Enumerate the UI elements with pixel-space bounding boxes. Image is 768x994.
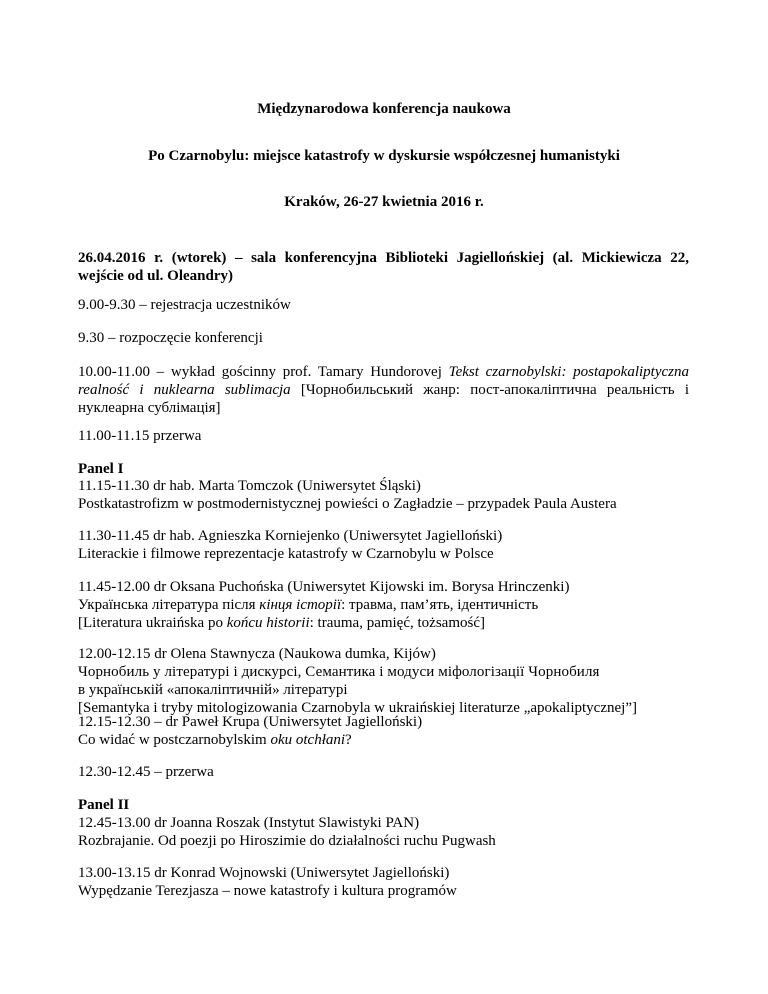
- day1-heading: 26.04.2016 r. (wtorek) – sala konferencyjna Biblioteki Jagiellońskiej (al. Mickiewicza 22, wejście od ul. Oleandry): [78, 250, 689, 284]
- talk-time-speaker: 12.15-12.30 – dr Paweł Krupa (Uniwersytet Jagielloński): [78, 714, 423, 730]
- talk-time-speaker: 11.30-11.45 dr hab. Agnieszka Korniejenko (Uniwersytet Jagielloński): [78, 528, 503, 544]
- talk-title-polish: [78, 614, 689, 632]
- panel1-talk-1: [78, 477, 689, 513]
- registration-item: 9.00-9.30 – rejestracja uczestników: [78, 297, 291, 313]
- panel1-talk-3: [78, 578, 689, 632]
- talk-title: [78, 731, 689, 749]
- panel2-talk-2: [78, 864, 689, 900]
- title-text: Українська література після: [78, 597, 260, 613]
- title-text-end: : травма, пам’ять, ідентичність: [341, 597, 539, 613]
- talk-time-speaker: 11.45-12.00 dr Oksana Puchońska (Uniwersytet Kijowski im. Borysa Hrinczenki): [78, 579, 570, 595]
- talk-title-line1: Чорнобиль у літературі і дискурсі, Семантика і модуси міфологізації Чорнобиля: [78, 664, 600, 680]
- guest-lecture-item: [78, 363, 689, 417]
- talk-title-ukrainian: [78, 596, 689, 614]
- talk-title-line2: в українській «апокаліптичній» літературі: [78, 682, 348, 698]
- talk-title: Literackie i filmowe reprezentacje katastrofy w Czarnobylu w Polsce: [78, 546, 494, 562]
- title-text-end: ?: [345, 732, 352, 748]
- talk-time-speaker: 13.00-13.15 dr Konrad Wojnowski (Uniwersytet Jagielloński): [78, 865, 450, 881]
- conference-title: Międzynarodowa konferencja naukowa: [257, 101, 511, 117]
- conference-place-date: Kraków, 26-27 kwietnia 2016 r.: [284, 194, 484, 210]
- panel1-talk-5: [78, 713, 689, 749]
- title-text: [Literatura ukraińska po: [78, 615, 227, 631]
- opening-item: 9.30 – rozpoczęcie konferencji: [78, 330, 263, 346]
- talk-title: Postkatastrofizm w postmodernistycznej powieści o Zagładzie – przypadek Paula Austera: [78, 496, 617, 512]
- talk-time-speaker: 12.45-13.00 dr Joanna Roszak (Instytut Slawistyki PAN): [78, 815, 420, 831]
- title-italic: oku otchłani: [270, 732, 346, 748]
- panel1-talk-2: [78, 527, 689, 563]
- break-item-2: 12.30-12.45 – przerwa: [78, 764, 214, 780]
- conference-subtitle: Po Czarnobylu: miejsce katastrofy w dyskursie współczesnej humanistyki: [148, 148, 620, 164]
- panel1-label: Panel I: [78, 461, 124, 477]
- panel2-label: Panel II: [78, 797, 130, 813]
- title-text-end: : trauma, pamięć, tożsamość]: [309, 615, 485, 631]
- talk-title-translation: [Semantyka i tryby mitologizowania Czarnobyla w ukraińskiej literaturze „apokaliptycznej”]: [78, 700, 637, 716]
- panel2-talk-1: [78, 814, 689, 850]
- title-italic: końcu historii: [226, 615, 310, 631]
- guest-lecture-speaker: 10.00-11.00 – wykład gościnny prof. Tamary Hundorovej: [78, 364, 449, 380]
- talk-title: Rozbrajanie. Od poezji po Hiroszimie do działalności ruchu Pugwash: [78, 833, 496, 849]
- talk-title: Wypędzanie Terezjasza – nowe katastrofy i kultura programów: [78, 883, 457, 899]
- title-text: Co widać w postczarnobylskim: [78, 732, 271, 748]
- guest-lecture-translation: [Чорнобильський жанр: пост-апокаліптична реальність і нуклеарна сублімація]: [78, 382, 690, 416]
- guest-lecture-title: Tekst czarnobylski: postapokaliptyczna realność i nuklearna sublimacja: [78, 364, 689, 398]
- panel1-talk-4: [78, 645, 689, 717]
- break-item-1: 11.00-11.15 przerwa: [78, 428, 202, 444]
- title-italic: кінця історії: [259, 597, 342, 613]
- talk-time-speaker: 12.00-12.15 dr Olena Stawnycza (Naukowa dumka, Kijów): [78, 646, 436, 662]
- talk-time-speaker: 11.15-11.30 dr hab. Marta Tomczok (Uniwersytet Śląski): [78, 478, 421, 494]
